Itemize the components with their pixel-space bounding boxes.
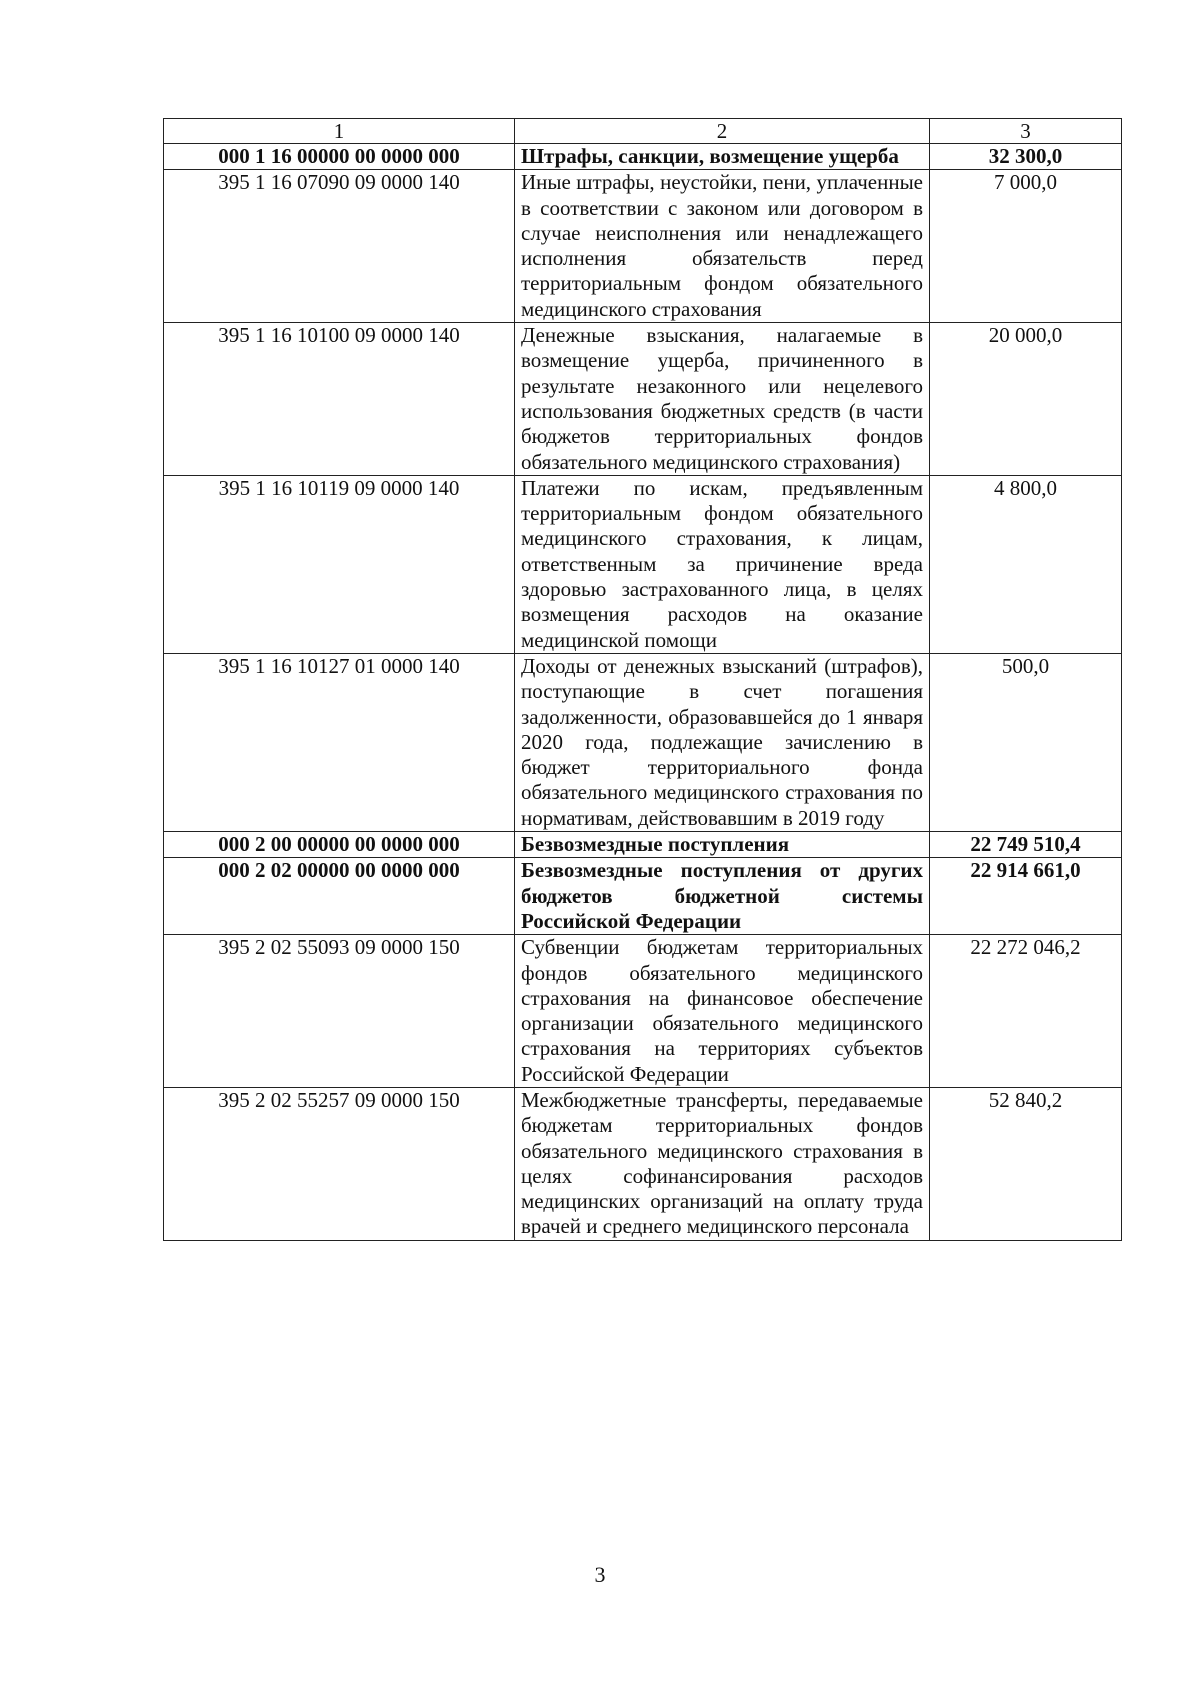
page-number: 3 xyxy=(594,1562,606,1587)
amount-cell: 22 914 661,0 xyxy=(930,858,1122,935)
table-row xyxy=(164,935,1122,1088)
budget-code-cell: 395 2 02 55257 09 0000 150 xyxy=(164,1087,515,1240)
table-row xyxy=(164,323,1122,476)
amount-cell: 4 800,0 xyxy=(930,475,1122,653)
table-row xyxy=(164,858,1122,935)
description-cell: Иные штрафы, неустойки, пени, уплаченные в соответствии с законом или договором в случае неисполнения или ненадлежащего исполнения обязательств перед территориальным фондом обязательного медицинского страхования xyxy=(515,170,930,323)
revenue-table xyxy=(163,118,1122,1241)
amount-cell: 500,0 xyxy=(930,653,1122,831)
table-body xyxy=(164,144,1122,1241)
description-cell: Безвозмездные поступления xyxy=(515,832,930,858)
description-cell: Субвенции бюджетам территориальных фондов обязательного медицинского страхования на финансовое обеспечение организации обязательного медицинского страхования на территориях субъектов Российской Федерации xyxy=(515,935,930,1088)
budget-code-cell: 395 2 02 55093 09 0000 150 xyxy=(164,935,515,1088)
description-cell: Межбюджетные трансферты, передаваемые бюджетам территориальных фондов обязательного медицинского страхования в целях софинансирования расходов медицинских организаций на оплату труда врачей и среднего медицинского персонала xyxy=(515,1087,930,1240)
column-number-row xyxy=(164,119,1122,144)
amount-cell: 32 300,0 xyxy=(930,144,1122,170)
description-cell: Денежные взыскания, налагаемые в возмещение ущерба, причиненного в результате незаконного или нецелевого использования бюджетных средств (в части бюджетов территориальных фондов обязательного медицинского страхования) xyxy=(515,323,930,476)
budget-code-cell: 000 2 02 00000 00 0000 000 xyxy=(164,858,515,935)
budget-code-cell: 395 1 16 10127 01 0000 140 xyxy=(164,653,515,831)
budget-code-cell: 395 1 16 10100 09 0000 140 xyxy=(164,323,515,476)
table-row xyxy=(164,144,1122,170)
column-number-3: 3 xyxy=(930,119,1122,144)
table-row xyxy=(164,832,1122,858)
table-row xyxy=(164,1087,1122,1240)
budget-code-cell: 395 1 16 10119 09 0000 140 xyxy=(164,475,515,653)
table-row xyxy=(164,653,1122,831)
column-number-2: 2 xyxy=(515,119,930,144)
description-cell: Доходы от денежных взысканий (штрафов), поступающие в счет погашения задолженности, образовавшейся до 1 января 2020 года, подлежащие зачислению в бюджет территориального фонда обязательного медицинского страхования по нормативам, действовавшим в 2019 году xyxy=(515,653,930,831)
amount-cell: 20 000,0 xyxy=(930,323,1122,476)
budget-code-cell: 000 1 16 00000 00 0000 000 xyxy=(164,144,515,170)
amount-cell: 52 840,2 xyxy=(930,1087,1122,1240)
table-row xyxy=(164,475,1122,653)
column-number-1: 1 xyxy=(164,119,515,144)
amount-cell: 7 000,0 xyxy=(930,170,1122,323)
description-cell: Безвозмездные поступления от других бюджетов бюджетной системы Российской Федерации xyxy=(515,858,930,935)
amount-cell: 22 749 510,4 xyxy=(930,832,1122,858)
budget-code-cell: 395 1 16 07090 09 0000 140 xyxy=(164,170,515,323)
table-row xyxy=(164,170,1122,323)
description-cell: Платежи по искам, предъявленным территориальным фондом обязательного медицинского страхования, к лицам, ответственным за причинение вреда здоровью застрахованного лица, в целях возмещения расходов на оказание медицинской помощи xyxy=(515,475,930,653)
description-cell: Штрафы, санкции, возмещение ущерба xyxy=(515,144,930,170)
budget-code-cell: 000 2 00 00000 00 0000 000 xyxy=(164,832,515,858)
amount-cell: 22 272 046,2 xyxy=(930,935,1122,1088)
